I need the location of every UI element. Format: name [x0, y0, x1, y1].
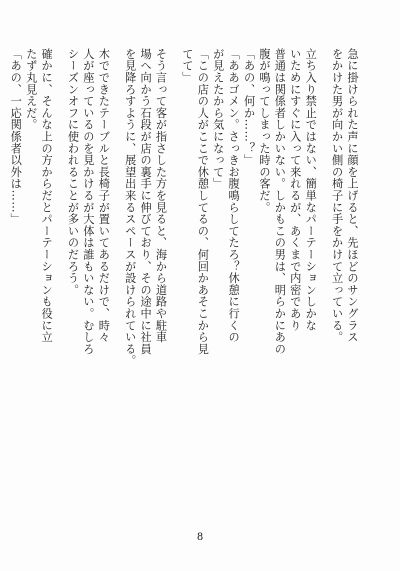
text-line: 腹が鳴ってしまった時の客だ。 — [257, 48, 271, 214]
text-line: 確かに、そんな上の方からだとパーテーションも役に立 — [40, 48, 54, 343]
text-line: 「あの、一応関係者以外は……」 — [9, 48, 23, 225]
text-line: 急に掛けられた声に顔を上げると、先ほどのサングラス — [346, 48, 359, 343]
text-line: 「あの、何か……？」 — [242, 48, 256, 166]
text-line: 「この店の人がここで休憩してるの、何回かあそこから見 — [196, 48, 210, 355]
page-number: 8 — [196, 532, 204, 543]
text-line: 普通は関係者しかいない。しかもこの男は、明らかにあの — [273, 48, 287, 355]
text-line: 木でできたテーブルと長椅子が置いてあるだけで、時々 — [97, 48, 111, 343]
text-line: いためにすぐに入って来れるが、あくまで内密であり — [288, 48, 302, 332]
text-line: を見降ろすように、展望出来るスペースが設けられている。 — [123, 48, 137, 367]
text-line: そう言って客が指さした方を見ると、海から道路や駐車 — [154, 48, 168, 343]
vertical-text-body — [9, 48, 360, 518]
text-line: をかけた男が向かい側の椅子に手をかけて立っている。 — [330, 48, 344, 343]
text-line: 「ああゴメン。さっきお腹鳴らしてたろ？休憩に行くの — [227, 48, 241, 343]
text-line: が見えたから気になって」 — [211, 48, 225, 190]
text-line: 立ち入り禁止ではない、簡単なパーテーションしかな — [304, 48, 318, 332]
text-line: 場へ向かう石段が店の裏手に伸びており、その途中に社員 — [139, 48, 153, 355]
text-line — [0, 48, 8, 518]
text-line: 人が座っているのを見かけるが大体は誰もいない。むしろ — [81, 48, 95, 355]
text-line: シーズンオフに使われることが多いのだろう。 — [66, 48, 80, 296]
text-line: てて」 — [180, 48, 194, 84]
text-line: たず丸見えだ。 — [24, 48, 38, 131]
